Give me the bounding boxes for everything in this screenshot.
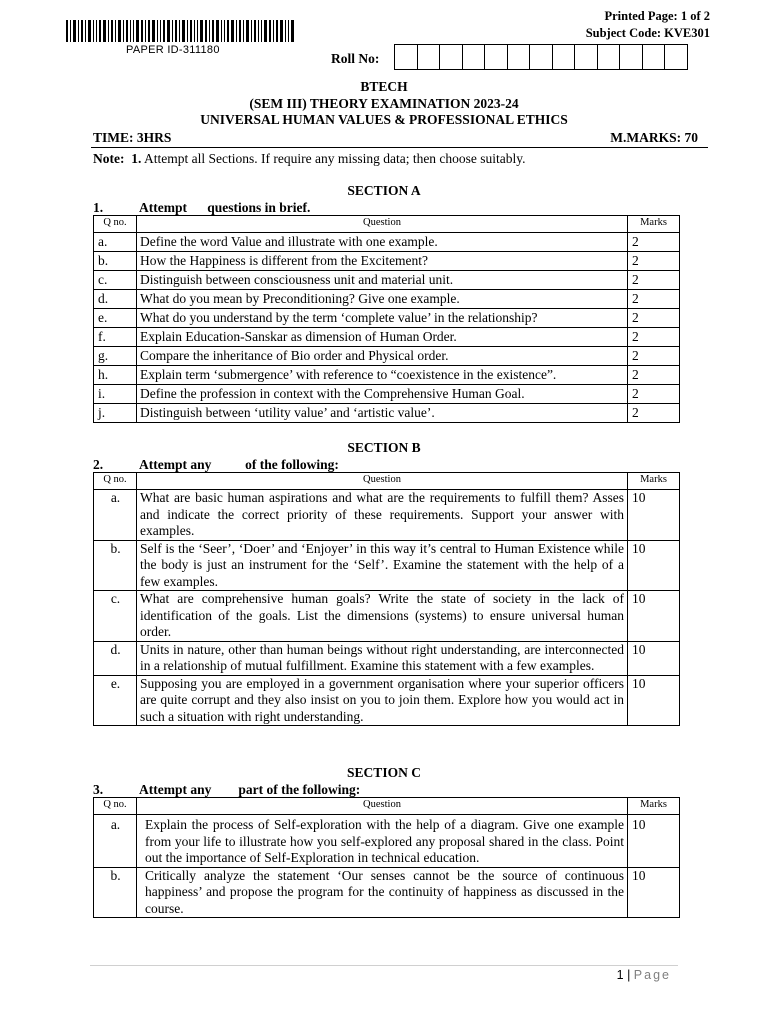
marks-cell: 2 <box>628 328 680 347</box>
section-b-number: 2. <box>93 457 104 472</box>
question-cell: Supposing you are employed in a government organisation where your superior officers are quite corrupt and they also insist on you to join them. Explore how you would act in such a situation with right understanding. <box>137 675 628 726</box>
table-header-row <box>94 216 680 233</box>
footer-divider <box>90 965 678 966</box>
marks-cell: 2 <box>628 347 680 366</box>
qno-cell: b. <box>94 252 137 271</box>
table-row <box>94 540 680 591</box>
marks-header: Marks <box>628 216 680 233</box>
roll-no-boxes[interactable] <box>394 44 687 70</box>
question-cell: What are comprehensive human goals? Write the state of society in the lack of identification of the goals. List the dimensions (systems) to ensure universal human order. <box>137 591 628 642</box>
question-cell: Self is the ‘Seer’, ‘Doer’ and ‘Enjoyer’ in this way it’s central to Human Existence while the body is just an instrument for the ‘Self’. Examine the statement with the help of a few examples. <box>137 540 628 591</box>
question-cell: Explain Education-Sanskar as dimension of Human Order. <box>137 328 628 347</box>
page-number: 1 <box>616 968 624 982</box>
marks-cell: 10 <box>628 675 680 726</box>
table-header-row <box>94 798 680 815</box>
question-header: Question <box>137 216 628 233</box>
roll-no-box[interactable] <box>642 44 666 70</box>
note-label: Note: <box>93 151 125 166</box>
marks-cell: 10 <box>628 867 680 918</box>
marks-cell: 2 <box>628 366 680 385</box>
marks-header: Marks <box>628 798 680 815</box>
table-row <box>94 252 680 271</box>
question-cell: Define the word Value and illustrate with one example. <box>137 233 628 252</box>
section-a-title: SECTION A <box>347 183 421 198</box>
question-cell: What do you mean by Preconditioning? Give one example. <box>137 290 628 309</box>
question-cell: Units in nature, other than human beings without right understanding, are interconnected in a relationship of mutual fulfillment. Examine this statement with a few examples. <box>137 641 628 675</box>
marks-cell: 10 <box>628 540 680 591</box>
table-row <box>94 867 680 918</box>
roll-no-box[interactable] <box>417 44 441 70</box>
subject-title: UNIVERSAL HUMAN VALUES & PROFESSIONAL ETHICS <box>200 112 568 127</box>
table-row <box>94 233 680 252</box>
section-b-table <box>93 472 680 726</box>
table-row <box>94 385 680 404</box>
page-footer <box>617 968 671 982</box>
section-b-instruction-text: Attempt any of the following: <box>139 457 339 472</box>
note <box>93 151 526 167</box>
max-marks: M.MARKS: 70 <box>610 130 698 145</box>
roll-no-box[interactable] <box>484 44 508 70</box>
question-cell: How the Happiness is different from the Excitement? <box>137 252 628 271</box>
qno-header: Q no. <box>94 798 137 815</box>
qno-cell: e. <box>94 675 137 726</box>
exam-time: TIME: 3HRS <box>93 130 172 145</box>
marks-cell: 10 <box>628 591 680 642</box>
marks-cell: 2 <box>628 309 680 328</box>
page-separator: | <box>627 968 631 982</box>
table-row <box>94 641 680 675</box>
note-number: 1. <box>131 151 142 166</box>
printed-page: Printed Page: 1 of 2 <box>604 9 710 23</box>
qno-cell: j. <box>94 404 137 423</box>
question-cell: Explain term ‘submergence’ with reference to “coexistence in the existence”. <box>137 366 628 385</box>
roll-no-box[interactable] <box>529 44 553 70</box>
qno-cell: a. <box>94 490 137 541</box>
question-cell: Compare the inheritance of Bio order and Physical order. <box>137 347 628 366</box>
page-label: Page <box>633 968 671 982</box>
section-a-table <box>93 215 680 423</box>
qno-cell: a. <box>94 233 137 252</box>
question-cell: Define the profession in context with the Comprehensive Human Goal. <box>137 385 628 404</box>
marks-cell: 2 <box>628 290 680 309</box>
qno-cell: h. <box>94 366 137 385</box>
marks-cell: 10 <box>628 815 680 868</box>
section-c-number: 3. <box>93 782 104 797</box>
table-row <box>94 309 680 328</box>
question-header: Question <box>137 798 628 815</box>
table-row <box>94 675 680 726</box>
qno-cell: d. <box>94 641 137 675</box>
question-cell: Distinguish between consciousness unit and material unit. <box>137 271 628 290</box>
marks-cell: 10 <box>628 490 680 541</box>
roll-no-label: Roll No: <box>331 51 380 66</box>
barcode-image <box>66 20 294 42</box>
marks-cell: 2 <box>628 233 680 252</box>
roll-no-box[interactable] <box>664 44 688 70</box>
qno-cell: d. <box>94 290 137 309</box>
table-row <box>94 591 680 642</box>
qno-header: Q no. <box>94 216 137 233</box>
qno-cell: c. <box>94 271 137 290</box>
qno-cell: a. <box>94 815 137 868</box>
section-c-instruction <box>93 782 360 798</box>
question-cell: Explain the process of Self-exploration with the help of a diagram. Give one example from your life to illustrate how you self-explored any proposal shared in the class. Point out the importance of Self-Exploration in technical education. <box>137 815 628 868</box>
marks-cell: 2 <box>628 385 680 404</box>
roll-no-box[interactable] <box>439 44 463 70</box>
section-a-number: 1. <box>93 200 104 215</box>
qno-header: Q no. <box>94 473 137 490</box>
exam-title: (SEM III) THEORY EXAMINATION 2023-24 <box>249 96 519 111</box>
table-row <box>94 490 680 541</box>
marks-cell: 2 <box>628 271 680 290</box>
table-row <box>94 366 680 385</box>
subject-code: Subject Code: KVE301 <box>585 26 710 40</box>
qno-cell: b. <box>94 540 137 591</box>
question-cell: What are basic human aspirations and what are the requirements to fulfill them? Asses and indicate the correct priority of these requirements. Support your answer with examples. <box>137 490 628 541</box>
table-row <box>94 404 680 423</box>
section-c-table <box>93 797 680 918</box>
section-a-instruction-text: Attempt questions in brief. <box>139 200 311 215</box>
question-cell: Distinguish between ‘utility value’ and ‘artistic value’. <box>137 404 628 423</box>
section-c-instruction-text: Attempt any part of the following: <box>139 782 361 797</box>
note-text: Attempt all Sections. If require any missing data; then choose suitably. <box>144 151 526 166</box>
roll-no-box[interactable] <box>507 44 531 70</box>
section-a-instruction <box>93 200 310 216</box>
section-b-title: SECTION B <box>347 440 421 455</box>
table-row <box>94 347 680 366</box>
roll-no-box[interactable] <box>394 44 418 70</box>
roll-no-box[interactable] <box>462 44 486 70</box>
question-header: Question <box>137 473 628 490</box>
table-row <box>94 815 680 868</box>
table-row <box>94 271 680 290</box>
qno-cell: b. <box>94 867 137 918</box>
marks-cell: 2 <box>628 252 680 271</box>
qno-cell: f. <box>94 328 137 347</box>
roll-no-box[interactable] <box>619 44 643 70</box>
roll-no-box[interactable] <box>574 44 598 70</box>
program-title: BTECH <box>360 79 408 94</box>
paper-id: PAPER ID-311180 <box>126 44 220 56</box>
table-row <box>94 290 680 309</box>
roll-no-box[interactable] <box>597 44 621 70</box>
marks-cell: 10 <box>628 641 680 675</box>
marks-header: Marks <box>628 473 680 490</box>
question-cell: What do you understand by the term ‘complete value’ in the relationship? <box>137 309 628 328</box>
section-c-title: SECTION C <box>347 765 421 780</box>
qno-cell: g. <box>94 347 137 366</box>
roll-no-box[interactable] <box>552 44 576 70</box>
header-divider <box>91 147 708 148</box>
qno-cell: e. <box>94 309 137 328</box>
qno-cell: c. <box>94 591 137 642</box>
table-header-row <box>94 473 680 490</box>
marks-cell: 2 <box>628 404 680 423</box>
qno-cell: i. <box>94 385 137 404</box>
question-cell: Critically analyze the statement ‘Our senses cannot be the source of continuous happiness’ and propose the program for the continuity of happiness as discussed in the course. <box>137 867 628 918</box>
table-row <box>94 328 680 347</box>
section-b-instruction <box>93 457 339 473</box>
